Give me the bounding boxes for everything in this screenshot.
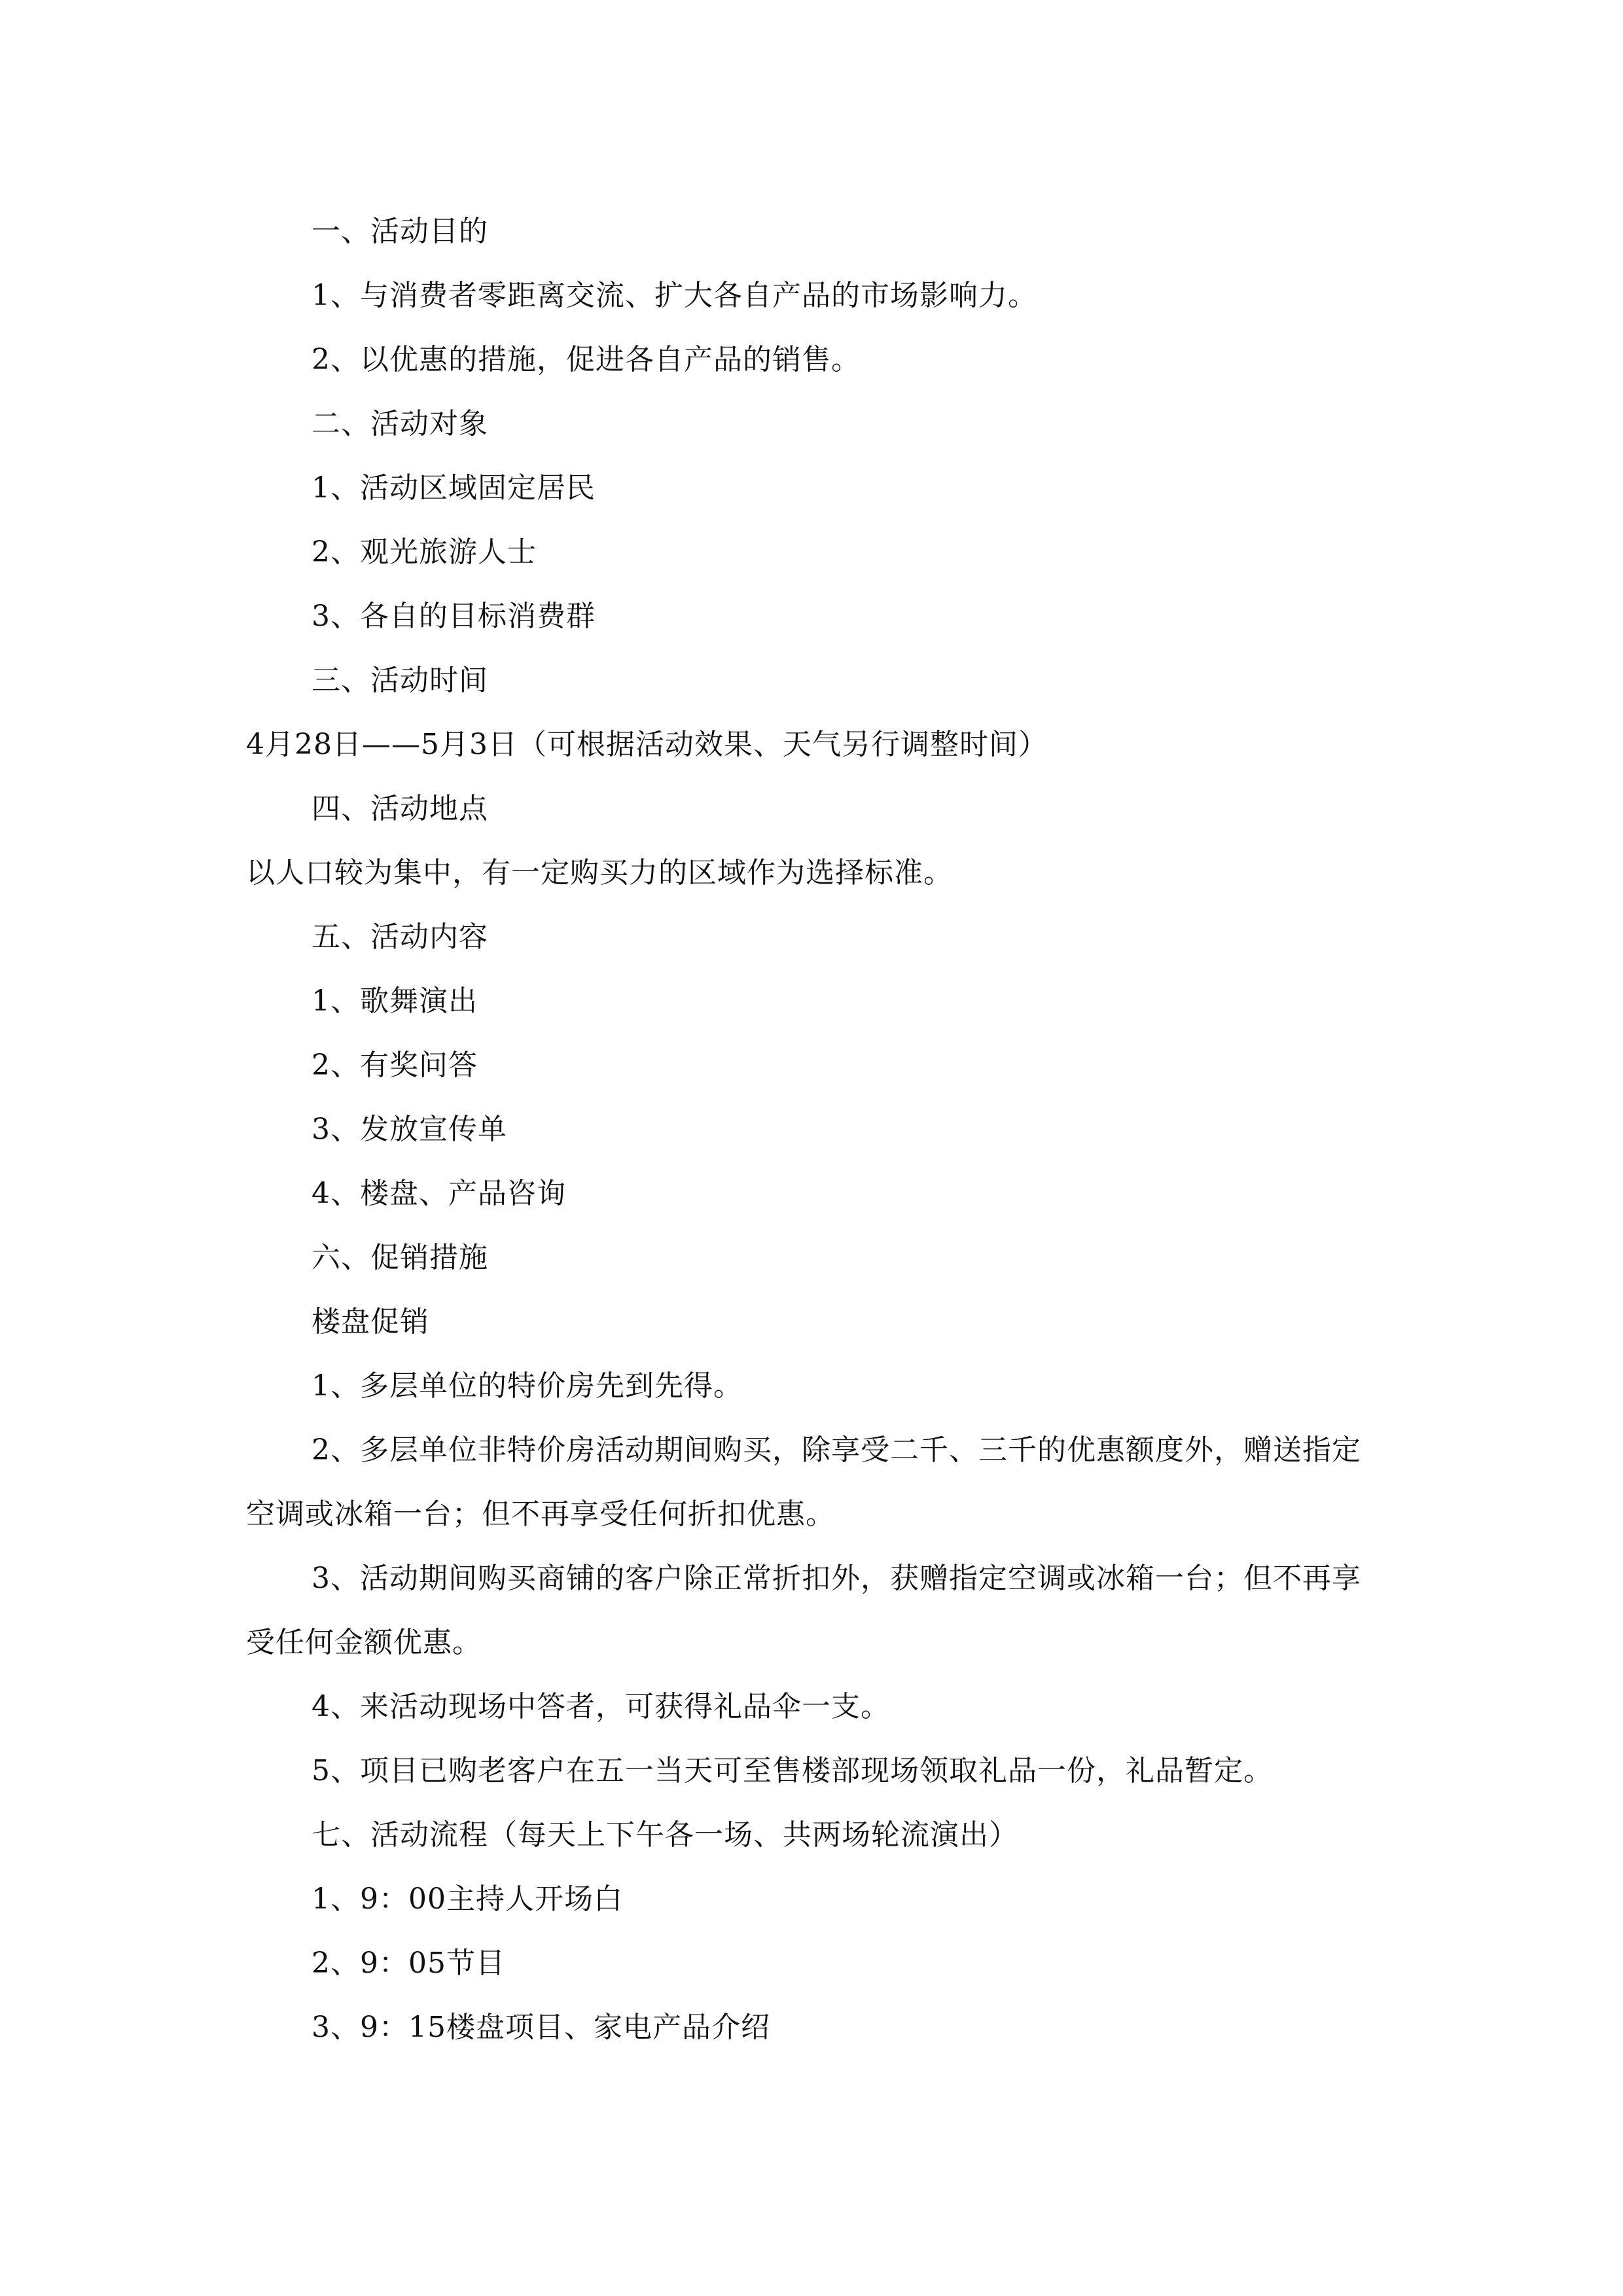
list-item: 3、9：15楼盘项目、家电产品介绍 <box>312 2011 770 2044</box>
list-item: 2、以优惠的措施，促进各自产品的销售。 <box>312 343 861 376</box>
list-item: 1、多层单位的特价房先到先得。 <box>312 1369 743 1403</box>
section-heading-time: 三、活动时间 <box>312 664 488 697</box>
list-item-paragraph: 3、活动期间购买商铺的客户除正常折扣外，获赠指定空调或冰箱一台；但不再享受任何金额优惠。 <box>246 1562 1361 1659</box>
document-body <box>246 200 1377 2060</box>
section-heading-schedule: 七、活动流程（每天上下午各一场、共两场轮流演出） <box>312 1818 1018 1852</box>
list-item: 1、活动区域固定居民 <box>312 471 596 505</box>
paragraph-location: 以人口较为集中，有一定购买力的区域作为选择标准。 <box>246 856 953 889</box>
list-item: 2、有奖问答 <box>312 1049 478 1082</box>
list-item: 1、与消费者零距离交流、扩大各自产品的市场影响力。 <box>312 279 1037 312</box>
list-item: 5、项目已购老客户在五一当天可至售楼部现场领取礼品一份，礼品暂定。 <box>312 1754 1273 1787</box>
subheading-property-promotion: 楼盘促销 <box>312 1305 429 1338</box>
section-heading-content: 五、活动内容 <box>312 920 488 954</box>
section-heading-location: 四、活动地点 <box>312 792 488 825</box>
list-item: 2、9：05节目 <box>312 1946 505 1980</box>
list-item: 1、歌舞演出 <box>312 984 478 1018</box>
section-heading-purpose: 一、活动目的 <box>312 215 488 248</box>
list-item: 2、观光旅游人士 <box>312 535 537 569</box>
paragraph-time: 4月28日——5月3日（可根据活动效果、天气另行调整时间） <box>246 728 1048 761</box>
list-item: 1、9：00主持人开场白 <box>312 1882 623 1916</box>
section-heading-audience: 二、活动对象 <box>312 407 488 440</box>
list-item: 4、楼盘、产品咨询 <box>312 1177 566 1210</box>
list-item: 3、发放宣传单 <box>312 1113 507 1146</box>
list-item-paragraph: 2、多层单位非特价房活动期间购买，除享受二千、三千的优惠额度外，赠送指定空调或冰箱一台；但不再享受任何折扣优惠。 <box>246 1433 1361 1531</box>
list-item: 4、来活动现场中答者，可获得礼品伞一支。 <box>312 1690 890 1723</box>
list-item: 3、各自的目标消费群 <box>312 600 596 633</box>
section-heading-promotion: 六、促销措施 <box>312 1241 488 1274</box>
